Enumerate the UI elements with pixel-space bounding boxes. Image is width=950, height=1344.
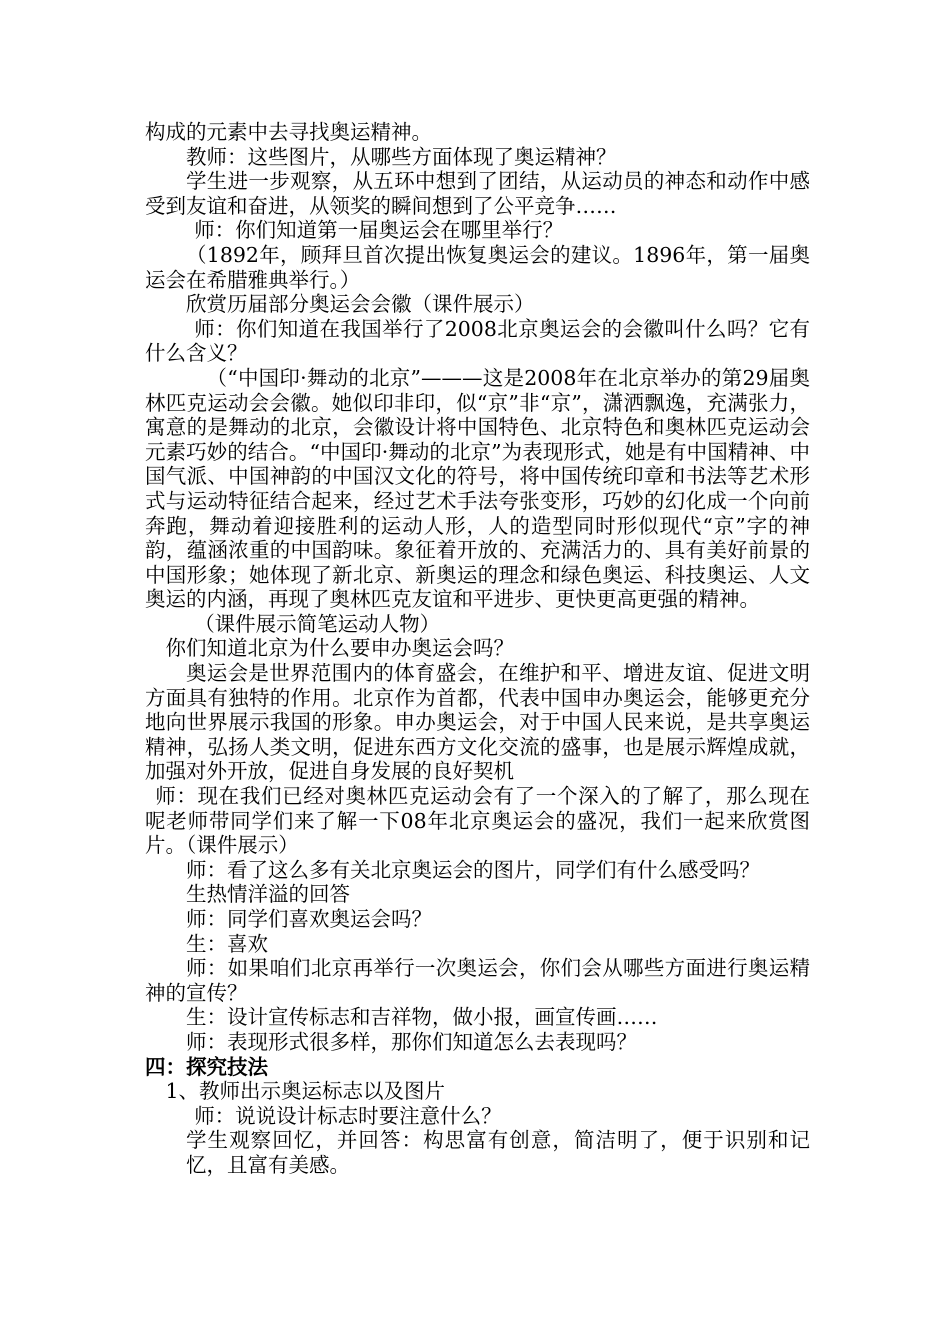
paragraph: 师：同学们喜欢奥运会吗？ [186,907,432,931]
paragraph: 生：喜欢 [186,931,268,956]
paragraph: 学生进一步观察，从五环中想到了团结，从运动员的神态和动作中感受到友谊和奋进，从领奖的瞬间想到了公平竞争…… [145,169,810,218]
paragraph: 师：看了这么多有关北京奥运会的图片，同学们有什么感受吗？ [186,857,760,882]
paragraph: 师：如果咱们北京再举行一次奥运会，你们会从哪些方面进行奥运精神的宣传？ [145,956,810,1005]
paragraph: 师：表现形式很多样，那你们知道怎么去表现吗？ [186,1029,637,1054]
paragraph: 奥运会是世界范围内的体育盛会，在维护和平、增进友谊、促进文明方面具有独特的作用。北京作为首都，代表中国申办奥运会，能够更充分地向世界展示我国的形象。申办奥运会，对于中国人民来说，是共享奥运精神，弘扬人类文明，促进东西方文化交流的盛事，也是展示辉煌成就，加强对外开放，促进自身发展的良好契机 [145,661,810,784]
paragraph: 师：说说设计标志时要注意什么？ [194,1103,502,1128]
paragraph: 生：设计宣传标志和吉祥物，做小报，画宣传画…… [186,1005,658,1030]
paragraph: 教师：这些图片，从哪些方面体现了奥运精神？ [186,144,617,169]
paragraph: （1892年，顾拜旦首次提出恢复奥运会的建议。1896年，第一届奥运会在希腊雅典举行。） [145,242,810,292]
document-page [145,120,810,1178]
paragraph: 师：现在我们已经对奥林匹克运动会有了一个深入的了解了，那么现在呢老师带同学们来了解一下08年北京奥运会的盛况，我们一起来欣赏图片。（课件展示） [145,784,810,858]
paragraph: 师：你们知道在我国举行了2008北京奥运会的会徽叫什么吗？它有什么含义？ [145,316,810,366]
paragraph: （课件展示简笔运动人物） [194,611,441,636]
paragraph: 你们知道北京为什么要申办奥运会吗？ [165,636,514,661]
paragraph: 学生观察回忆，并回答：构思富有创意，简洁明了，便于识别和记忆，且富有美感。 [186,1128,810,1177]
paragraph: （“中国印·舞动的北京”———这是2008年在北京举办的第29届奥林匹克运动会会徽。她似印非印，似“京”非“京”，潇洒飘逸，充满张力，寓意的是舞动的北京，会徽设计将中国特色、北京特色和奥林匹克运动会元素巧妙的结合。“中国印·舞动的北京”为表现形式，她是有中国精神、中国气派、中国神韵的中国汉文化的符号，将中国传统印章和书法等艺术形式与运动特征结合起来，经过艺术手法夸张变形，巧妙的幻化成一个向前奔跑，舞动着迎接胜利的运动人形，人的造型同时形似现代“京”字的神韵，蕴涵浓重的中国韵味。象征着开放的、充满活力的、具有美好前景的中国形象；她体现了新北京、新奥运的理念和绿色奥运、科技奥运、人文奥运的内涵，再现了奥林匹克友谊和平进步、更快更高更强的精神。 [145,365,810,612]
list-item: 1、教师出示奥运标志以及图片 [165,1079,446,1104]
paragraph: 师：你们知道第一届奥运会在哪里举行？ [194,218,564,243]
paragraph: 构成的元素中去寻找奥运精神。 [145,120,432,144]
paragraph: 生热情洋溢的回答 [186,882,350,907]
paragraph: 欣赏历届部分奥运会会徽（课件展示） [186,292,535,317]
section-heading: 四：探究技法 [145,1054,268,1079]
